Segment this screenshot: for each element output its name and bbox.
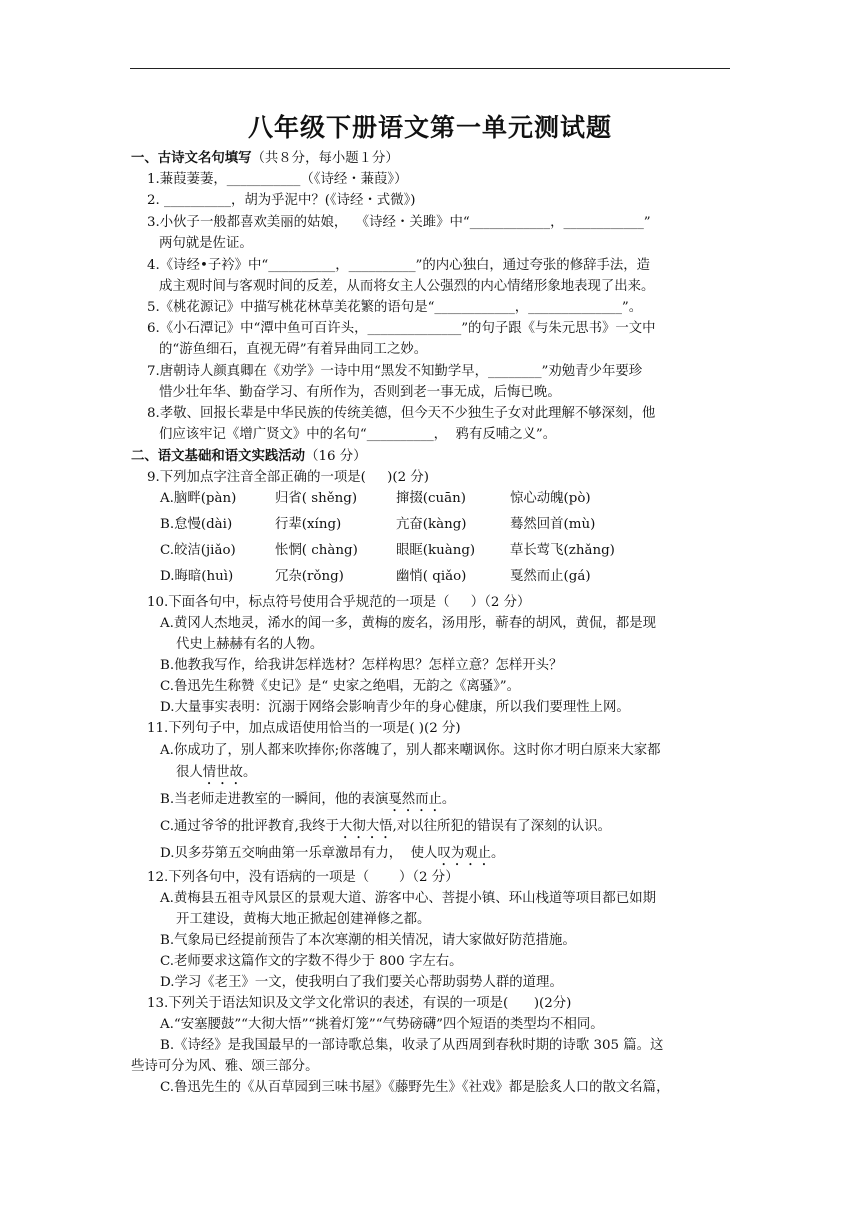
question-8: 8.孝敬、回报长辈是中华民族的传统美德，但今天不少独生子女对此理解不够深刻，他: [147, 406, 656, 421]
q12-option-c: C.老师要求这篇作文的字数不得少于 800 字左右。: [160, 954, 463, 969]
question-7-cont: 惜少壮年华、勤奋学习、有所作为，否则到老一事无成，后悔已晚。: [159, 385, 561, 400]
q9-b-4: 蓦然回首(mù): [510, 517, 596, 532]
section-heading-2-note: （16 分）: [305, 449, 367, 464]
question-4: 4.《诗经•子衿》中“__________，__________”的内心独白，通过夸张的修辞手法，造: [147, 258, 651, 273]
q11-b-idiom: 戛然而止: [388, 792, 442, 807]
q9-b-2: 行辈(xíng): [275, 517, 342, 532]
q10-option-a: A.黄冈人杰地灵，浠水的闻一多，黄梅的废名，汤用彤，蕲春的胡风，黄侃，都是现: [160, 616, 656, 631]
section-heading-2: [131, 448, 367, 466]
q9-d-3: 幽悄( qiǎo): [396, 569, 467, 584]
q9-a-4: 惊心动魄(pò): [510, 491, 591, 506]
section-heading-1-text: 一、古诗文名句填写: [131, 151, 252, 166]
q12-option-a-cont: 开工建设，黄梅大地正掀起创建禅修之都。: [176, 912, 431, 927]
section-heading-1-note: （共８分，每小题１分）: [251, 151, 399, 166]
q11-option-d: [160, 845, 504, 869]
q10-option-d: D.大量事实表明：沉溺于网络会影响青少年的身心健康，所以我们要理性上网。: [160, 700, 630, 715]
question-2: 2. __________，胡为乎泥中？(《诗经・式微》): [147, 193, 416, 208]
q11-c-text: C.通过爷爷的批评教育,我终于: [160, 819, 339, 834]
q9-c-3: 眼眶(kuàng): [396, 543, 476, 558]
q10-option-a-cont: 代史上赫赫有名的人物。: [176, 637, 324, 652]
q9-c-4: 草长莺飞(zhǎng): [510, 543, 615, 558]
q9-d-4: 戛然而止(gá): [510, 569, 591, 584]
q11-d-text: D.贝多芬第五交响曲第一乐章激昂有力， 使人: [160, 846, 438, 861]
q11-option-a-cont: [176, 764, 256, 788]
question-12: 12.下列各句中，没有语病的一项是（ ）（2 分）: [147, 870, 459, 885]
q9-a-1: A.脑畔(pàn): [160, 491, 237, 506]
q13-option-b-cont: 些诗可分为风、雅、颂三部分。: [131, 1059, 319, 1074]
q9-c-1: C.皎洁(jiǎo): [160, 543, 236, 558]
q10-option-c: C.鲁迅先生称赞《史记》是“ 史家之绝唱，无韵之《离骚》”。: [160, 679, 521, 694]
q9-b-3: 亢奋(kàng): [396, 517, 467, 532]
q11-a-end: 。: [242, 765, 257, 780]
section-heading-2-text: 二、语文基础和语文实践活动: [131, 449, 306, 464]
q9-d-1: D.晦暗(huì): [160, 569, 234, 584]
q9-b-1: B.怠慢(dài): [160, 517, 233, 532]
section-heading-1: [131, 150, 399, 168]
header-rule: [130, 68, 730, 69]
question-3-cont: 两句就是佐证。: [159, 236, 253, 251]
question-9: 9.下列加点字注音全部正确的一项是( )(2 分): [147, 470, 429, 485]
q11-b-end: 。: [441, 792, 456, 807]
question-6-cont: 的“游鱼细石，直视无碍”有着异曲同工之妙。: [159, 342, 428, 357]
q11-b-text: B.当老师走进教室的一瞬间，他的表演: [160, 792, 389, 807]
question-1: 1.蒹葭萋萋，___________（《诗经・蒹葭》）: [147, 172, 408, 187]
page-title: 八年级下册语文第一单元测试题: [247, 113, 612, 142]
q11-d-end: 。: [491, 846, 505, 861]
question-11: 11.下列句子中，加点成语使用恰当的一项是( )(2 分): [147, 721, 461, 736]
q11-option-a: A.你成功了，别人都来吹捧你;你落魄了，别人都来嘲讽你。这时你才明白原来大家都: [160, 743, 661, 758]
q12-option-b: B.气象局已经提前预告了本次寒潮的相关情况，请大家做好防范措施。: [160, 933, 576, 948]
q11-option-c: [160, 818, 611, 842]
q9-a-2: 归省( shěng): [275, 491, 358, 506]
q9-d-2: 冗杂(rǒng): [275, 569, 344, 584]
question-5: 5.《桃花源记》中描写桃花林草美花繁的语句是“____________，______________”。: [147, 300, 643, 315]
q12-option-d: D.学习《老王》一文，使我明白了我们要关心帮助弱势人群的道理。: [160, 975, 563, 990]
question-7: 7.唐朝诗人颜真卿在《劝学》一诗中用“黑发不知勤学早，________”劝勉青少年要珍: [147, 364, 643, 379]
q9-a-3: 撺掇(cuān): [396, 491, 466, 506]
q13-option-a: A.“安塞腰鼓”“大彻大悟”“挑着灯笼”“气势磅礴”四个短语的类型均不相同。: [160, 1017, 604, 1032]
q9-c-2: 怅惘( chàng): [275, 543, 358, 558]
q13-option-b: B.《诗经》是我国最早的一部诗歌总集，收录了从西周到春秋时期的诗歌 305 篇。这: [160, 1038, 664, 1053]
q11-option-b: [160, 791, 455, 815]
question-8-cont: 们应该牢记《增广贤文》中的名句“__________， 鸦有反哺之义”。: [159, 427, 557, 442]
q11-a-text: 很人: [176, 765, 203, 780]
q11-c-end: ,对以往所犯的错误有了深刻的认识。: [392, 819, 612, 834]
q11-a-idiom: 情世故: [202, 765, 243, 780]
question-4-cont: 成主观时间与客观时间的反差，从而将女主人公强烈的内心情绪形象地表现了出来。: [159, 279, 655, 294]
q13-option-c: C.鲁迅先生的《从百草园到三味书屋》《藤野先生》《社戏》都是脍炙人口的散文名篇，: [160, 1080, 670, 1095]
question-6: 6.《小石潭记》中“潭中鱼可百许头，______________”的句子跟《与朱元思书》一文中: [147, 321, 656, 336]
q12-option-a: A.黄梅县五祖寺风景区的景观大道、游客中心、菩提小镇、环山栈道等项目都已如期: [160, 891, 656, 906]
q11-c-idiom: 大彻大悟: [338, 819, 393, 834]
q10-option-b: B.他教我写作，给我讲怎样选材？怎样构思？怎样立意？怎样开头？: [160, 658, 563, 673]
q11-d-idiom: 叹为观止: [437, 846, 492, 861]
question-3: 3.小伙子一般都喜欢美丽的姑娘， 《诗经・关雎》中“____________，____________”: [147, 215, 651, 230]
question-10: 10.下面各句中，标点符号使用合乎规范的一项是（ ）（2 分）: [147, 595, 531, 610]
question-13: 13.下列关于语法知识及文学文化常识的表述，有误的一项是( )(2分): [147, 996, 572, 1011]
